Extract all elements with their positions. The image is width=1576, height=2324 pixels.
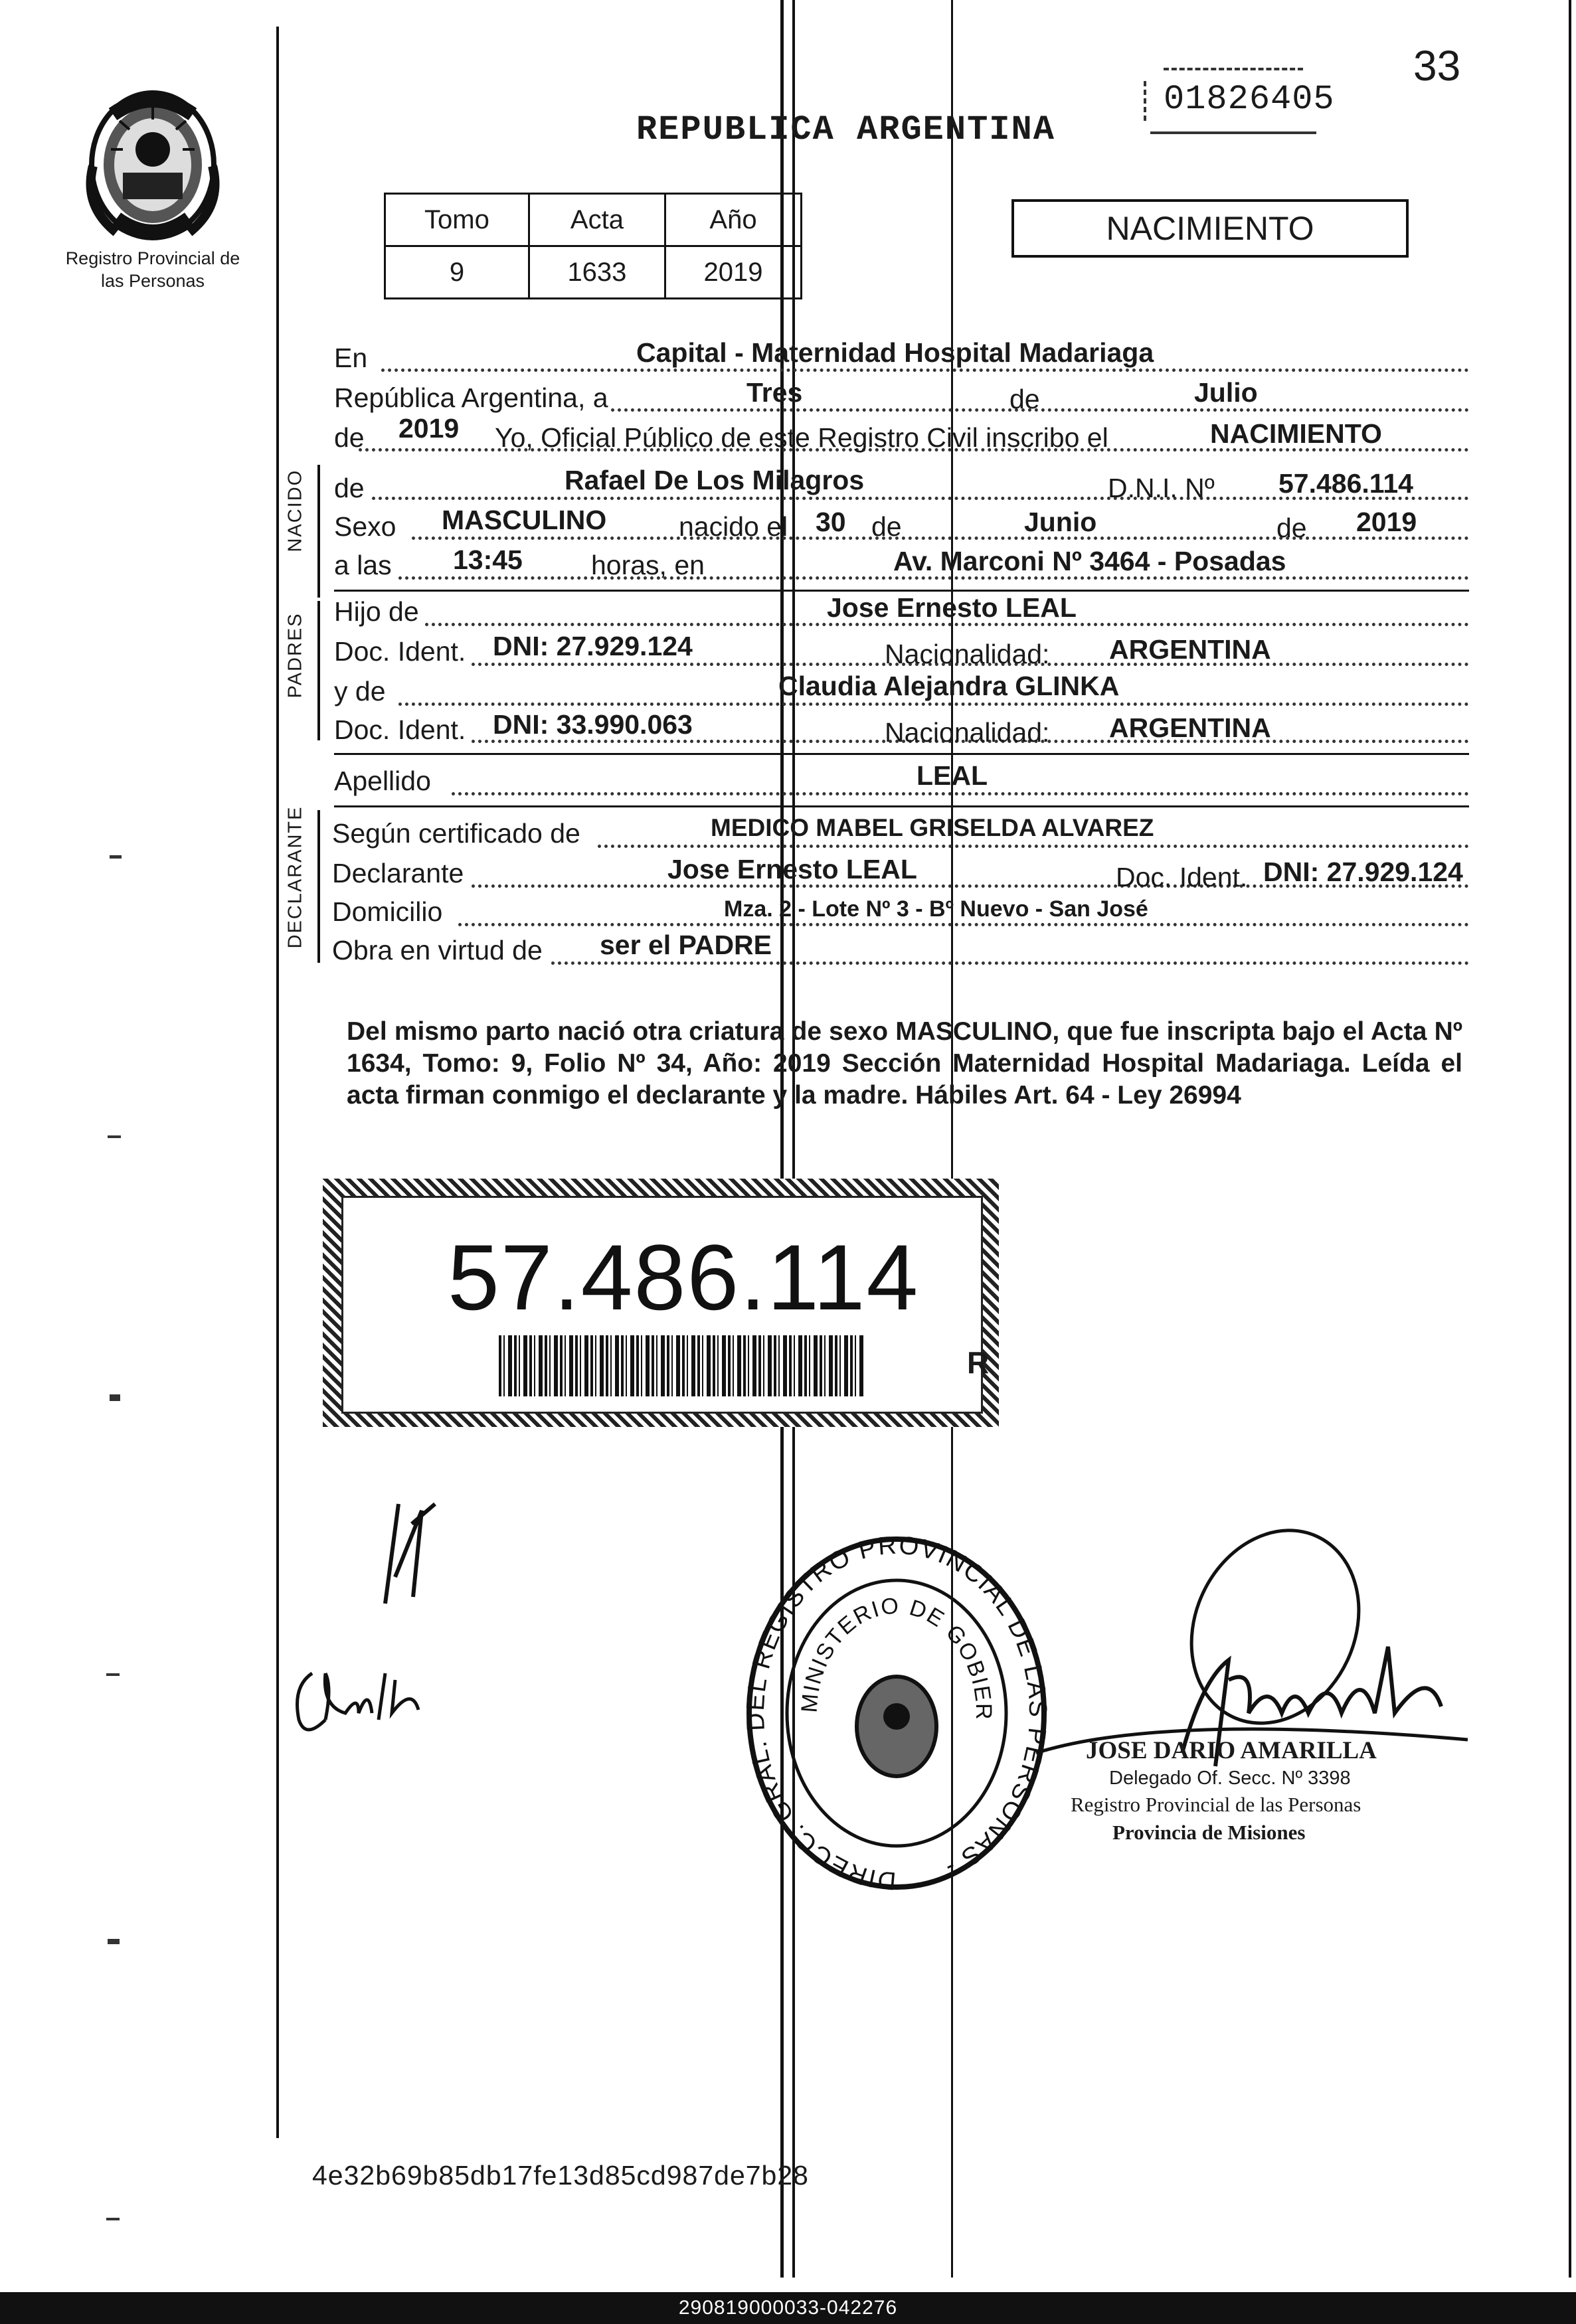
certificado-value: MEDICO MABEL GRISELDA ALVAREZ [711,814,1154,841]
day-value: Tres [746,377,803,408]
father-doc: DNI: 27.929.124 [493,631,693,661]
dotted-line [452,792,1469,795]
child-name: Rafael De Los Milagros [565,465,865,495]
margin-speck [108,1939,120,1944]
tomo-value: 9 [385,246,529,299]
seal-inner-text: MINISTERIO DE GOBIER [796,1593,997,1721]
de-label: de [1276,513,1307,543]
margin-speck [106,1673,120,1676]
dotted-line [598,845,1469,848]
birth-note: Del mismo parto nació otra criatura de sexo MASCULINO, que fue inscripta bajo el Acta Nº 1634, Tomo: 9, Folio Nº 34, Año: 2019 Sección Maternidad Hospital Madariaga. Leída el acta firman conmigo el declarante y la madre. Hábiles Art. 64 - Ley 26994 [347,1017,1462,1110]
anio-value: 2019 [665,246,801,299]
hijo-label: Hijo de [334,596,419,627]
section-separator [334,805,1469,807]
de-label: de [334,422,365,453]
de-label: de [1009,384,1040,414]
seal-outer-text: DIRECC. GRAL. DEL REGISTRO PROVINCIAL DE LAS PERSONAS - [744,1534,1049,1892]
dotted-line [381,369,1469,372]
act-value: NACIMIENTO [1210,418,1382,449]
mother-nationality: ARGENTINA [1109,712,1271,743]
dotted-line [611,408,1469,412]
birth-hour: 13:45 [453,544,523,575]
sexo-value: MASCULINO [442,505,607,535]
tomo-header: Tomo [385,194,529,246]
nacionalidad-label: Nacionalidad: [885,639,1050,669]
sticker-corner-letter: R [967,1345,990,1380]
footer-bar [0,2292,1576,2324]
page-title: REPUBLICA ARGENTINA [636,110,1055,149]
serial-number: 01826405 [1164,80,1335,119]
birth-month: Junio [1024,507,1097,537]
de-label: de [871,511,902,542]
month-value: Julio [1194,377,1258,408]
padres-tag: PADRES [284,612,306,699]
country-label: República Argentina, a [334,382,608,413]
acta-value: 1633 [529,246,665,299]
registry-name: Registro Provincial de las Personas [65,248,240,291]
section-separator [334,590,1469,592]
sexo-label: Sexo [334,511,396,542]
mother-doc: DNI: 33.990.063 [493,709,693,740]
margin-speck [108,1135,121,1138]
margin-speck [110,855,122,859]
declarante-tag: DECLARANTE [284,805,306,949]
acta-header: Acta [529,194,665,246]
province-emblem [76,86,229,246]
section-bracket [317,810,320,963]
father-nationality: ARGENTINA [1109,634,1271,665]
right-edge-line [1569,0,1571,2278]
child-dni: 57.486.114 [1278,468,1413,499]
declarante-value: Jose Ernesto LEAL [667,854,917,884]
obra-label: Obra en virtud de [332,935,543,965]
official-title: Delegado Of. Secc. Nº 3398 [1109,1768,1351,1789]
dni-sticker [323,1179,999,1427]
barcode [499,1335,864,1396]
section-separator [334,753,1469,755]
dotted-line [412,537,1469,540]
section-bracket [317,601,320,740]
mother-name: Claudia Alejandra GLINKA [778,671,1120,701]
margin-speck [106,2218,120,2220]
horas-label: horas, en [591,550,705,580]
declarante-doc: DNI: 27.929.124 [1263,857,1463,887]
year-value: 2019 [398,413,460,444]
initials-signature [372,1497,452,1627]
official-registry: Registro Provincial de las Personas [1071,1793,1361,1816]
birth-day: 30 [816,507,846,537]
domicilio-value: Mza. 2 - Lote Nº 3 - Bº Nuevo - San José [724,896,1148,922]
nacido-el-label: nacido el [679,511,788,542]
certificado-label: Según certificado de [332,818,580,849]
official-seal [744,1534,1049,1896]
en-label: En [334,343,368,373]
place-value: Capital - Maternidad Hospital Madariaga [636,337,1154,368]
dotted-line [458,923,1469,926]
de-label: de [334,473,365,503]
doc-ident-label: Doc. Ident. [1116,862,1248,892]
book-reference-table [384,193,802,299]
dni-sticker-number: 57.486.114 [448,1225,920,1329]
doc-label: Doc. Ident. [334,714,466,745]
mother-signature [286,1647,438,1756]
margin-speck [110,1394,120,1401]
document-hash: 4e32b69b85db17fe13d85cd987de7b28 [312,2160,809,2191]
official-name: JOSE DARIO AMARILLA [1086,1737,1377,1764]
birth-place: Av. Marconi Nº 3464 - Posadas [893,546,1286,576]
declarante-label: Declarante [332,858,464,888]
apellido-value: LEAL [917,760,988,791]
nacido-tag: NACIDO [284,469,306,552]
dni-label: D.N.I. Nº [1108,473,1215,503]
anio-header: Año [665,194,801,246]
dotted-line [398,703,1469,706]
nacionalidad-label: Nacionalidad: [885,717,1050,748]
statement-text: Yo, Oficial Público de este Registro Civil inscribo el [495,422,1108,453]
record-type: NACIMIENTO [1106,210,1314,247]
domicilio-label: Domicilio [332,896,443,927]
a-las-label: a las [334,550,392,580]
obra-value: ser el PADRE [600,930,772,960]
official-province: Provincia de Misiones [1112,1821,1306,1844]
doc-label: Doc. Ident. [334,636,466,667]
footer-code: 290819000033-042276 [678,2297,898,2319]
birth-year: 2019 [1356,507,1417,537]
record-type-box [1011,199,1409,258]
father-name: Jose Ernesto LEAL [827,592,1077,623]
apellido-label: Apellido [334,766,431,796]
y-de-label: y de [334,676,386,706]
page-number: 33 [1413,42,1461,90]
left-margin-line [276,27,279,2138]
dotted-line [551,961,1469,965]
section-bracket [317,465,320,598]
